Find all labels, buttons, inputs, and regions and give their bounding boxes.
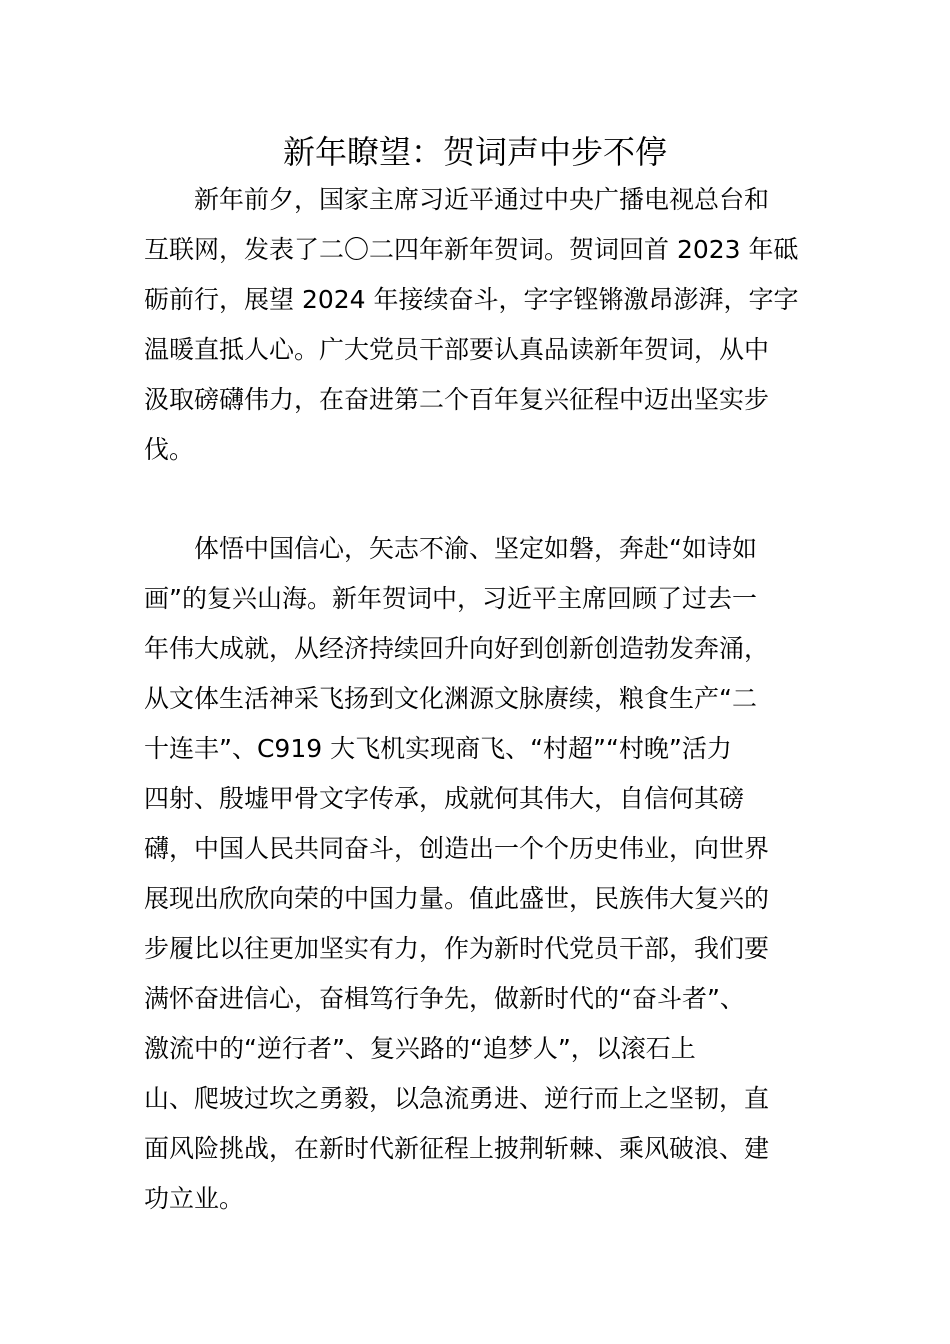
paragraph-line: 面风险挑战，在新时代新征程上披荆斩棘、乘风破浪、建	[144, 1134, 770, 1163]
paragraph-line: 汲取磅礴伟力，在奋进第二个百年复兴征程中迈出坚实步	[144, 385, 770, 414]
paragraph-line: 从文体生活神采飞扬到文化渊源文脉赓续，粮食生产“二	[144, 684, 757, 713]
paragraph-line: 画”的复兴山海。新年贺词中，习近平主席回顾了过去一	[144, 584, 757, 613]
paragraph-line: 展现出欣欣向荣的中国力量。值此盛世，民族伟大复兴的	[144, 884, 770, 913]
paragraph-line: 互联网，发表了二〇二四年新年贺词。贺词回首 2023 年砥	[144, 235, 799, 264]
paragraph-line: 体悟中国信心，矢志不渝、坚定如磐，奔赴“如诗如	[194, 534, 757, 563]
paragraph-2	[144, 524, 812, 1224]
document-title: 新年瞭望：贺词声中步不停	[282, 133, 667, 171]
paragraph-line: 年伟大成就，从经济持续回升向好到创新创造勃发奔涌，	[144, 634, 770, 663]
paragraph-line: 新年前夕，国家主席习近平通过中央广播电视总台和	[194, 185, 770, 214]
paragraph-line: 砺前行，展望 2024 年接续奋斗，字字铿锵激昂澎湃，字字	[144, 285, 799, 314]
paragraph-line: 礴，中国人民共同奋斗，创造出一个个历史伟业，向世界	[144, 834, 770, 863]
paragraph-line: 十连丰”、C919 大飞机实现商飞、“村超”“村晚”活力	[144, 734, 732, 763]
paragraph-line: 激流中的“逆行者”、复兴路的“追梦人”，以滚石上	[144, 1034, 696, 1063]
paragraph-1	[144, 175, 812, 475]
paragraph-line: 山、爬坡过坎之勇毅，以急流勇进、逆行而上之坚韧，直	[144, 1084, 770, 1113]
paragraph-line: 伐。	[144, 435, 195, 464]
paragraph-line: 步履比以往更加坚实有力，作为新时代党员干部，我们要	[144, 934, 770, 963]
paragraph-line: 功立业。	[144, 1184, 245, 1213]
paragraph-line: 温暖直抵人心。广大党员干部要认真品读新年贺词，从中	[144, 335, 770, 364]
paragraph-line: 四射、殷墟甲骨文字传承，成就何其伟大，自信何其磅	[144, 784, 745, 813]
paragraph-line: 满怀奋进信心，奋楫笃行争先，做新时代的“奋斗者”、	[144, 984, 745, 1013]
